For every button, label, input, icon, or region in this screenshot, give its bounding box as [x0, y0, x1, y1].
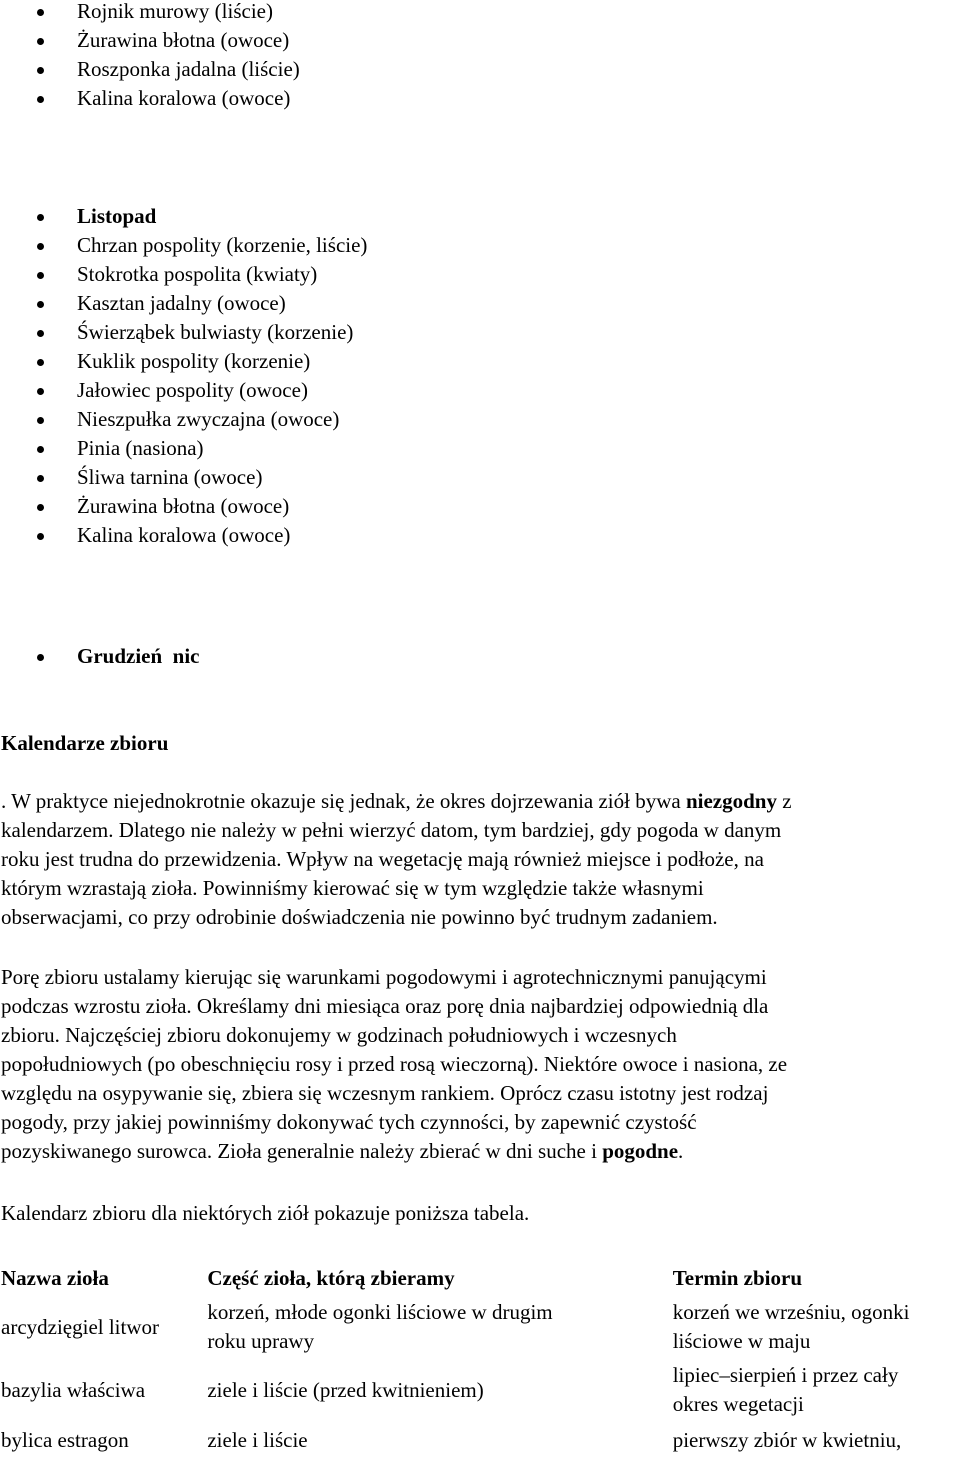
cell-line: korzeń we wrześniu, ogonki: [672, 1300, 910, 1324]
december-label: Grudzień: [77, 644, 163, 668]
november-list: [0, 202, 367, 550]
list-item: Świerząbek bulwiasty (korzenie): [0, 318, 367, 347]
section-heading: Kalendarze zbioru: [1, 731, 169, 755]
list-heading-grudzien: [0, 642, 200, 671]
list-item: Jałowiec pospolity (owoce): [0, 376, 367, 405]
list-item: Rojnik murowy (liście): [0, 0, 300, 26]
table-cell: bylica estragon: [1, 1427, 129, 1452]
cell-line: liściowe w maju: [672, 1329, 811, 1353]
text-line: podczas wzrostu zioła. Określamy dni miesiąca oraz porę dnia najbardziej odpowiednią dla: [1, 994, 769, 1018]
table-header: Część zioła, którą zbieramy: [207, 1265, 455, 1290]
list-item: Chrzan pospolity (korzenie, liście): [0, 231, 367, 260]
list-heading-listopad: Listopad: [0, 202, 367, 231]
text-line: którym wzrastają zioła. Powinniśmy kierować się w tym względzie także własnymi: [1, 876, 704, 900]
text-line: [1, 787, 959, 816]
text-run: pozyskiwanego surowca. Zioła generalnie należy zbierać w dni suche i: [1, 1139, 603, 1163]
december-value: nic: [172, 644, 200, 668]
list-item: Pinia (nasiona): [0, 434, 367, 463]
paragraph-table-intro: Kalendarz zbioru dla niektórych ziół pokazuje poniższa tabela.: [1, 1201, 530, 1225]
list-item: Nieszpułka zwyczajna (owoce): [0, 405, 367, 434]
table-header: Termin zbioru: [672, 1265, 802, 1290]
table-cell: [672, 1360, 960, 1420]
list-item: Kuklik pospolity (korzenie): [0, 347, 367, 376]
text-line: kalendarzem. Dlatego nie należy w pełni wierzyć datom, tym bardziej, gdy pogoda w danym: [1, 818, 782, 842]
text-line: Porę zbioru ustalamy kierując się warunkami pogodowymi i agrotechnicznymi panującymi: [1, 965, 767, 989]
list-item: Śliwa tarnina (owoce): [0, 463, 367, 492]
table-cell: [672, 1294, 960, 1360]
list-item: Stokrotka pospolita (kwiaty): [0, 260, 367, 289]
table-cell: ziele i liście: [207, 1427, 308, 1452]
table-cell: pierwszy zbiór w kwietniu,: [672, 1427, 902, 1452]
table-header-row: [0, 1262, 960, 1294]
text-line: roku jest trudna do przewidzenia. Wpływ na wegetację mają również miejsce i podłoże, na: [1, 847, 764, 871]
list-item: Żurawina błotna (owoce): [0, 26, 300, 55]
text-line: względu na osypywanie się, zbiera się wczesnym rankiem. Oprócz czasu istotny jest rodzaj: [1, 1081, 769, 1105]
table-row: [0, 1420, 960, 1460]
text-run: . W praktyce niejednokrotnie okazuje się jednak, że okres dojrzewania ziół bywa: [1, 789, 686, 813]
text-line: obserwacjami, co przy odrobinie doświadczenia nie powinno być trudnym zadaniem.: [1, 905, 718, 929]
text-run: .: [678, 1139, 684, 1163]
october-tail-list: [0, 0, 300, 113]
table-cell: arcydzięgiel litwor: [1, 1314, 160, 1339]
cell-line: roku uprawy: [207, 1329, 315, 1353]
list-item: Roszponka jadalna (liście): [0, 55, 300, 84]
table-cell: bazylia właściwa: [1, 1377, 146, 1402]
text-line: [1, 1137, 959, 1166]
paragraph-harvest-time: [1, 963, 959, 1166]
text-line: popołudniowych (po obeschnięciu rosy i przed rosą wieczorną). Niektóre owoce i nasiona, ze: [1, 1052, 788, 1076]
table-cell: [206, 1294, 671, 1360]
list-item: Kasztan jadalny (owoce): [0, 289, 367, 318]
cell-line: lipiec–sierpień i przez cały: [672, 1363, 899, 1387]
cell-line: korzeń, młode ogonki liściowe w drugim: [207, 1300, 553, 1324]
cell-line: okres wegetacji: [672, 1392, 804, 1416]
table-row: [0, 1360, 960, 1420]
list-item: Żurawina błotna (owoce): [0, 492, 367, 521]
december-list: [0, 642, 200, 671]
paragraph-calendar-note: [1, 787, 959, 932]
bold-run: pogodne: [602, 1139, 679, 1163]
bold-run: niezgodny: [685, 789, 777, 813]
table-header: Nazwa zioła: [1, 1265, 109, 1290]
text-run: z: [776, 789, 792, 813]
list-item: Kalina koralowa (owoce): [0, 521, 367, 550]
text-line: zbioru. Najczęściej zbioru dokonujemy w godzinach południowych i wczesnych: [1, 1023, 677, 1047]
list-item: Kalina koralowa (owoce): [0, 84, 300, 113]
harvest-table: [0, 1262, 960, 1460]
text-line: pogody, przy jakiej powinniśmy dokonywać tych czynności, by zapewnić czystość: [1, 1110, 697, 1134]
table-row: [0, 1294, 960, 1360]
table-cell: ziele i liście (przed kwitnieniem): [207, 1377, 484, 1402]
